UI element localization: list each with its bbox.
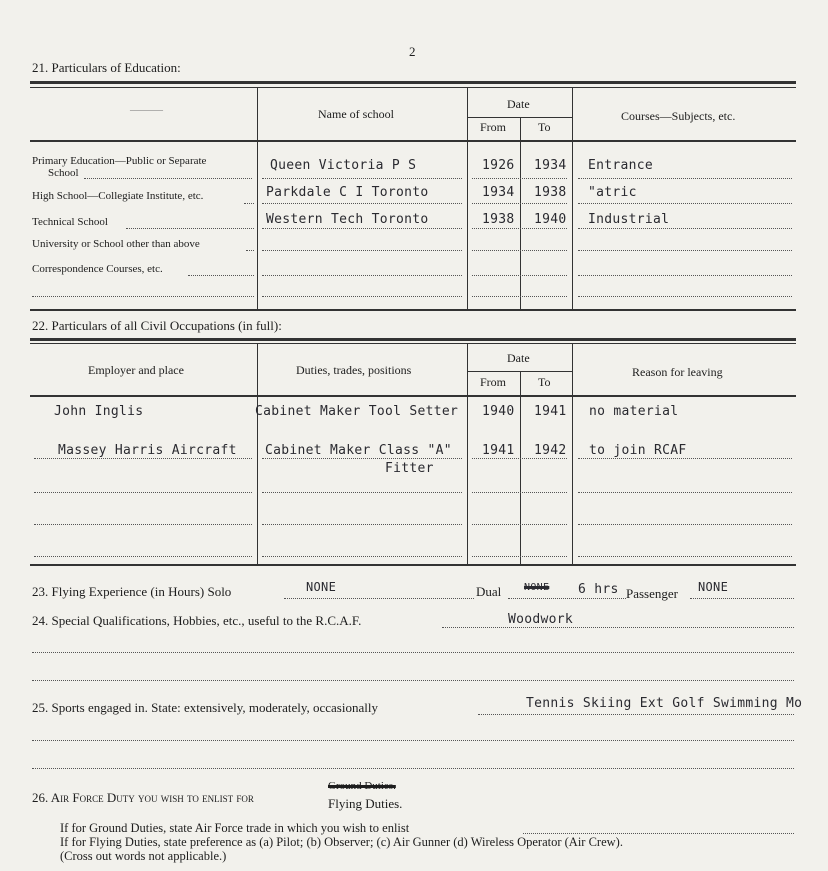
dual-struck: NONE xyxy=(524,582,550,593)
q22-col-to: To xyxy=(538,375,551,389)
course: "atric xyxy=(588,185,637,200)
q23-passenger-label: Passenger xyxy=(626,586,678,601)
school-name: Parkdale C I Toronto xyxy=(266,185,429,200)
date-from: 1926 xyxy=(482,158,515,173)
q21-col-school: Name of school xyxy=(318,107,394,121)
passenger-hours: NONE xyxy=(698,580,729,594)
employer: John Inglis xyxy=(54,404,144,419)
date-from: 1941 xyxy=(482,443,515,458)
q21-row-label2: School xyxy=(48,167,79,179)
dual-hours: 6 hrs xyxy=(578,582,619,597)
q21-col-date: Date xyxy=(507,97,530,111)
date-from: 1934 xyxy=(482,185,515,200)
date-to: 1942 xyxy=(534,443,567,458)
duties: Cabinet Maker Class "A" xyxy=(265,443,452,458)
q23-label: 23. Flying Experience (in Hours) Solo xyxy=(32,584,232,599)
q21-header-dash: ——— xyxy=(130,104,163,116)
reason: to join RCAF xyxy=(589,443,687,458)
q21-row-label: Correspondence Courses, etc. xyxy=(32,263,163,275)
q21-col-courses: Courses—Subjects, etc. xyxy=(621,109,736,123)
date-from: 1938 xyxy=(482,212,515,227)
date-to: 1934 xyxy=(534,158,567,173)
page-number: 2 xyxy=(409,44,416,59)
q21-row-label: Primary Education—Public or Separate xyxy=(32,155,207,167)
employer: Massey Harris Aircraft xyxy=(58,443,237,458)
q24-label: 24. Special Qualifications, Hobbies, etc., useful to the R.C.A.F. xyxy=(32,613,362,628)
q21-col-from: From xyxy=(480,120,507,134)
course: Industrial xyxy=(588,212,670,227)
q21-row-label: University or School other than above xyxy=(32,238,200,250)
date-to: 1938 xyxy=(534,185,567,200)
q21-row-label: Technical School xyxy=(32,216,108,228)
q22-col-reason: Reason for leaving xyxy=(632,365,723,379)
school-name: Western Tech Toronto xyxy=(266,212,429,227)
duties: Cabinet Maker Tool Setter xyxy=(255,404,459,419)
reason: no material xyxy=(589,404,679,419)
course: Entrance xyxy=(588,158,654,173)
q26-label: 26. Air Force Duty you wish to enlist for xyxy=(32,790,254,805)
qualifications-value: Woodwork xyxy=(508,612,574,627)
q21-row-label: High School—Collegiate Institute, etc. xyxy=(32,190,204,202)
q23-dual-label: Dual xyxy=(476,584,502,599)
school-name: Queen Victoria P S xyxy=(270,158,417,173)
sports-value: Tennis Skiing Ext Golf Swimming Mo xyxy=(526,696,803,711)
q22-col-duties: Duties, trades, positions xyxy=(296,363,412,377)
q22-col-date: Date xyxy=(507,351,530,365)
q26-cross-out-note: (Cross out words not applicable.) xyxy=(60,849,227,863)
q22-col-employer: Employer and place xyxy=(88,363,184,377)
q25-label: 25. Sports engaged in. State: extensively, moderately, occasionally xyxy=(32,700,378,715)
flying-duties-option: Flying Duties. xyxy=(328,796,403,811)
q22-title: 22. Particulars of all Civil Occupations (in full): xyxy=(32,318,282,333)
date-to: 1940 xyxy=(534,212,567,227)
q22-col-from: From xyxy=(480,375,507,389)
date-from: 1940 xyxy=(482,404,515,419)
date-to: 1941 xyxy=(534,404,567,419)
q21-col-to: To xyxy=(538,120,551,134)
q21-title: 21. Particulars of Education: xyxy=(32,60,181,75)
q26-ground-trade-line: If for Ground Duties, state Air Force trade in which you wish to enlist xyxy=(60,821,410,835)
ground-duties-option: Ground Duties. xyxy=(328,780,396,792)
q26-flying-preference-line: If for Flying Duties, state preference as (a) Pilot; (b) Observer; (c) Air Gunner (d) Wireless Operator (Air Crew). xyxy=(60,835,623,849)
solo-hours: NONE xyxy=(306,580,337,594)
duties-line2: Fitter xyxy=(385,461,434,476)
